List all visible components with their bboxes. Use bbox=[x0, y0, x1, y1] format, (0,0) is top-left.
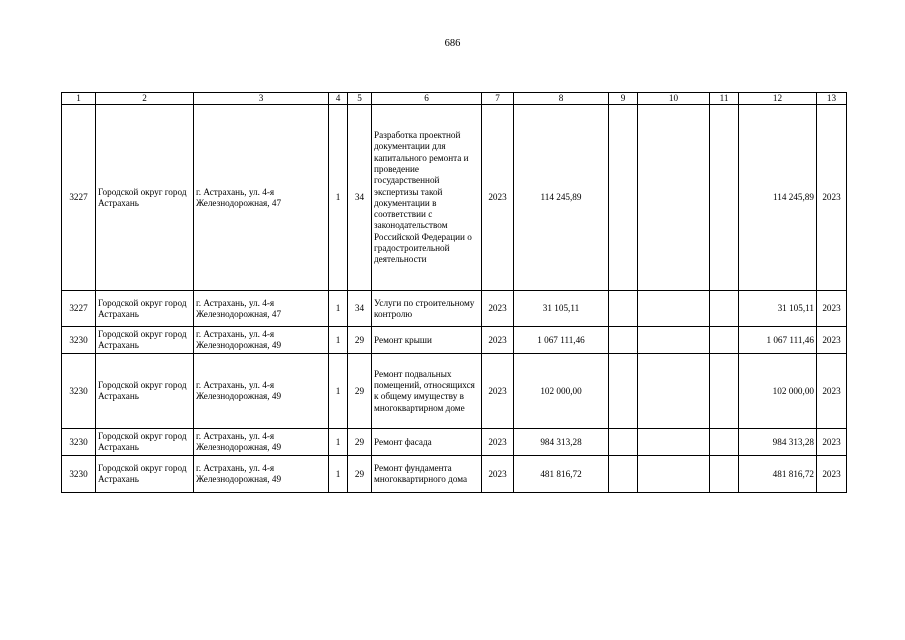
total-cost-cell: 481 816,72 bbox=[514, 456, 609, 493]
table-row bbox=[62, 354, 847, 429]
col9-cell bbox=[609, 354, 638, 429]
col11-cell bbox=[710, 291, 739, 327]
work-type-cell: Ремонт фасада bbox=[372, 429, 482, 456]
col9-cell bbox=[609, 105, 638, 291]
col5-cell: 34 bbox=[348, 291, 372, 327]
col10-cell bbox=[638, 456, 710, 493]
table-row bbox=[62, 456, 847, 493]
address-cell: г. Астрахань, ул. 4-я Железнодорожная, 49 bbox=[194, 354, 329, 429]
year-cell: 2023 bbox=[482, 429, 514, 456]
col5-cell: 29 bbox=[348, 354, 372, 429]
completion-year-cell: 2023 bbox=[817, 429, 847, 456]
year-cell: 2023 bbox=[482, 105, 514, 291]
col4-cell: 1 bbox=[329, 429, 348, 456]
address-cell: г. Астрахань, ул. 4-я Железнодорожная, 49 bbox=[194, 327, 329, 354]
work-type-cell: Ремонт подвальных помещений, относящихся к общему имуществу в многоквартирном доме bbox=[372, 354, 482, 429]
col11-cell bbox=[710, 456, 739, 493]
address-cell: г. Астрахань, ул. 4-я Железнодорожная, 47 bbox=[194, 291, 329, 327]
address-cell: г. Астрахань, ул. 4-я Железнодорожная, 49 bbox=[194, 456, 329, 493]
completion-year-cell: 2023 bbox=[817, 291, 847, 327]
col10-cell bbox=[638, 354, 710, 429]
amount-cell: 1 067 111,46 bbox=[739, 327, 817, 354]
amount-cell: 114 245,89 bbox=[739, 105, 817, 291]
year-cell: 2023 bbox=[482, 291, 514, 327]
amount-cell: 984 313,28 bbox=[739, 429, 817, 456]
completion-year-cell: 2023 bbox=[817, 456, 847, 493]
col4-cell: 1 bbox=[329, 354, 348, 429]
total-cost-cell: 984 313,28 bbox=[514, 429, 609, 456]
column-number-cell: 3 bbox=[194, 93, 329, 105]
year-cell: 2023 bbox=[482, 456, 514, 493]
column-number-row bbox=[62, 93, 847, 105]
col4-cell: 1 bbox=[329, 291, 348, 327]
table-row bbox=[62, 105, 847, 291]
col4-cell: 1 bbox=[329, 105, 348, 291]
column-number-cell: 8 bbox=[514, 93, 609, 105]
col4-cell: 1 bbox=[329, 327, 348, 354]
address-cell: г. Астрахань, ул. 4-я Железнодорожная, 49 bbox=[194, 429, 329, 456]
col11-cell bbox=[710, 105, 739, 291]
column-number-cell: 12 bbox=[739, 93, 817, 105]
municipality-cell: Городской округ город Астрахань bbox=[96, 456, 194, 493]
col9-cell bbox=[609, 429, 638, 456]
col5-cell: 29 bbox=[348, 456, 372, 493]
col11-cell bbox=[710, 429, 739, 456]
column-number-cell: 6 bbox=[372, 93, 482, 105]
year-cell: 2023 bbox=[482, 354, 514, 429]
total-cost-cell: 31 105,11 bbox=[514, 291, 609, 327]
column-number-cell: 2 bbox=[96, 93, 194, 105]
page-number: 686 bbox=[444, 38, 461, 49]
col5-cell: 29 bbox=[348, 429, 372, 456]
col11-cell bbox=[710, 354, 739, 429]
address-cell: г. Астрахань, ул. 4-я Железнодорожная, 47 bbox=[194, 105, 329, 291]
work-type-cell: Разработка проектной документации для капитального ремонта и проведение государственной экспертизы такой документации в соответствии с законодательством Российской Федерации о градостроительной деятельности bbox=[372, 105, 482, 291]
municipality-cell: Городской округ город Астрахань bbox=[96, 291, 194, 327]
works-table bbox=[61, 92, 847, 493]
table-row bbox=[62, 291, 847, 327]
row-id: 3227 bbox=[62, 105, 96, 291]
column-number-cell: 4 bbox=[329, 93, 348, 105]
completion-year-cell: 2023 bbox=[817, 354, 847, 429]
row-id: 3230 bbox=[62, 327, 96, 354]
municipality-cell: Городской округ город Астрахань bbox=[96, 327, 194, 354]
municipality-cell: Городской округ город Астрахань bbox=[96, 429, 194, 456]
col10-cell bbox=[638, 105, 710, 291]
column-number-cell: 7 bbox=[482, 93, 514, 105]
col9-cell bbox=[609, 327, 638, 354]
total-cost-cell: 114 245,89 bbox=[514, 105, 609, 291]
column-number-cell: 9 bbox=[609, 93, 638, 105]
total-cost-cell: 102 000,00 bbox=[514, 354, 609, 429]
completion-year-cell: 2023 bbox=[817, 105, 847, 291]
col9-cell bbox=[609, 456, 638, 493]
col10-cell bbox=[638, 291, 710, 327]
column-number-cell: 10 bbox=[638, 93, 710, 105]
total-cost-cell: 1 067 111,46 bbox=[514, 327, 609, 354]
row-id: 3230 bbox=[62, 429, 96, 456]
work-type-cell: Ремонт фундамента многоквартирного дома bbox=[372, 456, 482, 493]
amount-cell: 31 105,11 bbox=[739, 291, 817, 327]
municipality-cell: Городской округ город Астрахань bbox=[96, 354, 194, 429]
completion-year-cell: 2023 bbox=[817, 327, 847, 354]
row-id: 3230 bbox=[62, 456, 96, 493]
year-cell: 2023 bbox=[482, 327, 514, 354]
table-row bbox=[62, 327, 847, 354]
col9-cell bbox=[609, 291, 638, 327]
column-number-cell: 11 bbox=[710, 93, 739, 105]
column-number-cell: 5 bbox=[348, 93, 372, 105]
municipality-cell: Городской округ город Астрахань bbox=[96, 105, 194, 291]
amount-cell: 481 816,72 bbox=[739, 456, 817, 493]
column-number-cell: 13 bbox=[817, 93, 847, 105]
work-type-cell: Услуги по строительному контролю bbox=[372, 291, 482, 327]
col5-cell: 29 bbox=[348, 327, 372, 354]
col10-cell bbox=[638, 429, 710, 456]
col10-cell bbox=[638, 327, 710, 354]
col11-cell bbox=[710, 327, 739, 354]
col4-cell: 1 bbox=[329, 456, 348, 493]
column-number-cell: 1 bbox=[62, 93, 96, 105]
amount-cell: 102 000,00 bbox=[739, 354, 817, 429]
row-id: 3227 bbox=[62, 291, 96, 327]
table-row bbox=[62, 429, 847, 456]
row-id: 3230 bbox=[62, 354, 96, 429]
col5-cell: 34 bbox=[348, 105, 372, 291]
work-type-cell: Ремонт крыши bbox=[372, 327, 482, 354]
